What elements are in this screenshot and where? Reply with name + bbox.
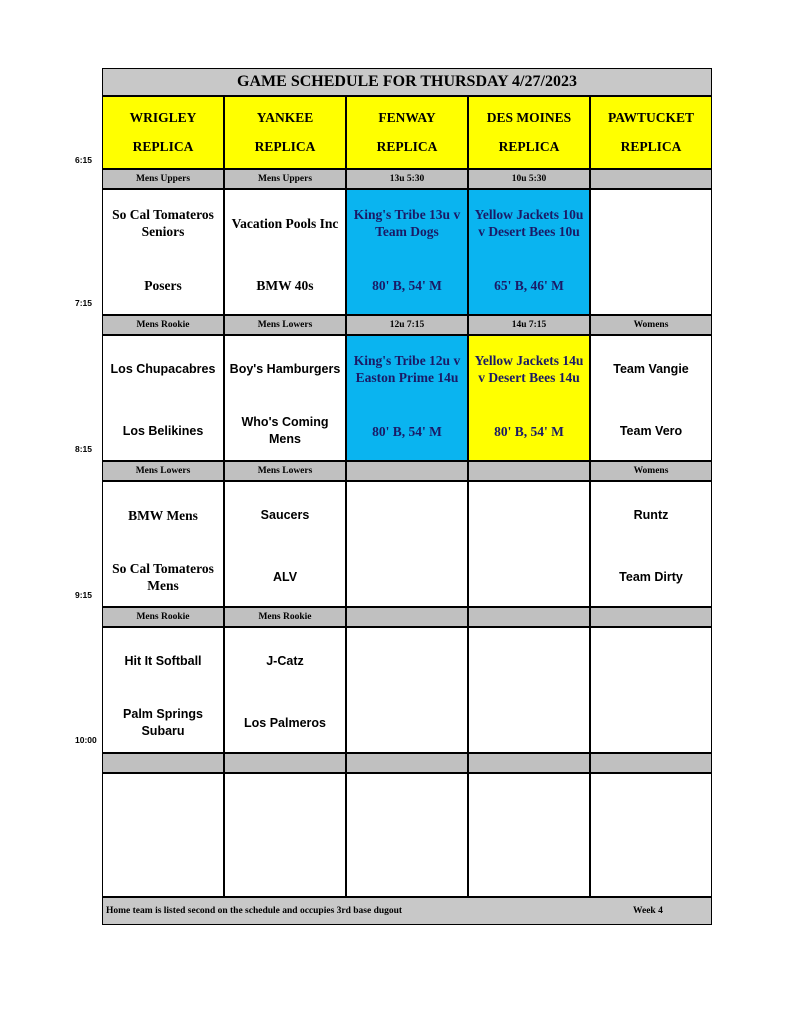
division-header: [468, 607, 590, 627]
time-label: 10:00: [75, 735, 97, 745]
venue-header: [590, 96, 712, 169]
game-cell: [346, 481, 468, 607]
matchup-bottom: ALV: [272, 569, 298, 584]
division-header: 12u 7:15: [346, 315, 468, 335]
matchup-top: King's Tribe 13u v Team Dogs: [353, 207, 461, 239]
game-cell: [224, 773, 346, 897]
schedule-title: GAME SCHEDULE FOR THURSDAY 4/27/2023: [102, 68, 712, 96]
game-cell: [346, 189, 468, 315]
matchup-bottom: Team Dirty: [619, 569, 683, 584]
matchup-bottom: [227, 839, 343, 896]
division-header: Mens Uppers: [102, 169, 224, 189]
division-header: Mens Rookie: [102, 607, 224, 627]
game-cell: [224, 481, 346, 607]
matchup-top: J-Catz: [266, 653, 304, 668]
venue-subtitle: REPLICA: [498, 139, 560, 154]
matchup-bottom: 80' B, 54' M: [372, 423, 442, 439]
matchup-top: Saucers: [260, 507, 310, 522]
venue-name: YANKEE: [256, 110, 314, 125]
game-cell: [590, 481, 712, 607]
matchup-bottom: [593, 256, 709, 314]
venue-header: [346, 96, 468, 169]
division-header: Mens Lowers: [224, 315, 346, 335]
venue-subtitle: REPLICA: [376, 139, 438, 154]
division-header: Mens Rookie: [102, 315, 224, 335]
division-header: [346, 607, 468, 627]
game-cell: [468, 189, 590, 315]
matchup-bottom: Palm Springs Subaru: [123, 707, 203, 738]
matchup-bottom: BMW 40s: [256, 277, 314, 293]
time-label: 9:15: [75, 590, 93, 600]
matchup-top: [593, 628, 709, 694]
game-cell: [590, 627, 712, 753]
division-header: [346, 753, 468, 773]
game-cell: [102, 189, 224, 315]
game-cell: [102, 481, 224, 607]
matchup-bottom: Team Vero: [619, 423, 683, 438]
game-cell: [468, 481, 590, 607]
matchup-top: [105, 774, 221, 839]
matchup-top: Yellow Jackets 14u v Desert Bees 14u: [474, 353, 584, 385]
matchup-bottom: Los Palmeros: [244, 715, 326, 730]
division-header: Mens Lowers: [102, 461, 224, 481]
game-cell: [102, 627, 224, 753]
matchup-top: Yellow Jackets 10u v Desert Bees 10u: [474, 207, 584, 239]
week-label: Week 4: [633, 906, 663, 916]
division-header: [224, 753, 346, 773]
division-header: [102, 753, 224, 773]
time-label: 6:15: [75, 155, 93, 165]
matchup-top: So Cal Tomateros Seniors: [112, 207, 214, 239]
matchup-bottom: 65' B, 46' M: [494, 277, 564, 293]
venue-name: WRIGLEY: [129, 110, 197, 125]
matchup-top: [471, 628, 587, 694]
matchup-bottom: So Cal Tomateros Mens: [112, 561, 214, 593]
matchup-top: BMW Mens: [128, 507, 198, 523]
venue-subtitle: REPLICA: [132, 139, 194, 154]
matchup-top: Runtz: [633, 507, 669, 522]
division-header: [590, 607, 712, 627]
matchup-bottom: [593, 839, 709, 896]
game-cell: [468, 335, 590, 461]
footer-note: Home team is listed second on the schedule and occupies 3rd base dugout: [106, 906, 403, 916]
division-header: Mens Lowers: [224, 461, 346, 481]
matchup-top: Boy's Hamburgers: [229, 361, 341, 376]
division-header: 10u 5:30: [468, 169, 590, 189]
matchup-top: [593, 190, 709, 256]
game-cell: [590, 335, 712, 461]
matchup-top: Los Chupacabres: [110, 361, 216, 376]
matchup-top: [471, 482, 587, 548]
matchup-top: [227, 774, 343, 839]
venue-name: DES MOINES: [486, 110, 572, 125]
venue-name: PAWTUCKET: [607, 110, 694, 125]
matchup-bottom: [471, 694, 587, 752]
matchup-top: Team Vangie: [613, 361, 689, 376]
division-header: 14u 7:15: [468, 315, 590, 335]
game-cell: [102, 335, 224, 461]
division-header: Womens: [590, 315, 712, 335]
division-header: [346, 461, 468, 481]
matchup-top: [349, 482, 465, 548]
division-header: Mens Uppers: [224, 169, 346, 189]
matchup-bottom: Posers: [144, 277, 182, 293]
game-cell: [590, 773, 712, 897]
division-header: [468, 753, 590, 773]
game-cell: [468, 627, 590, 753]
matchup-top: [593, 774, 709, 839]
game-cell: [102, 773, 224, 897]
time-label: 7:15: [75, 298, 93, 308]
division-header: [590, 753, 712, 773]
matchup-top: [349, 628, 465, 694]
matchup-bottom: [105, 839, 221, 896]
division-header: Mens Rookie: [224, 607, 346, 627]
division-header: [590, 169, 712, 189]
matchup-bottom: Who's Coming Mens: [241, 415, 329, 446]
game-cell: [468, 773, 590, 897]
matchup-bottom: [593, 694, 709, 752]
venue-header: [224, 96, 346, 169]
time-label: 8:15: [75, 444, 93, 454]
matchup-bottom: [349, 839, 465, 896]
game-cell: [590, 189, 712, 315]
game-cell: [346, 335, 468, 461]
division-header: [468, 461, 590, 481]
schedule-table: [102, 68, 712, 925]
venue-subtitle: REPLICA: [620, 139, 682, 154]
matchup-bottom: [349, 694, 465, 752]
matchup-bottom: [471, 839, 587, 896]
matchup-bottom: [349, 548, 465, 606]
matchup-bottom: 80' B, 54' M: [494, 423, 564, 439]
matchup-top: King's Tribe 12u v Easton Prime 14u: [353, 353, 461, 385]
matchup-bottom: [471, 548, 587, 606]
venue-name: FENWAY: [378, 110, 436, 125]
game-cell: [224, 627, 346, 753]
game-cell: [346, 773, 468, 897]
matchup-bottom: Los Belikines: [122, 423, 204, 438]
matchup-top: [471, 774, 587, 839]
venue-subtitle: REPLICA: [254, 139, 316, 154]
game-cell: [346, 627, 468, 753]
division-header: Womens: [590, 461, 712, 481]
matchup-top: Hit It Softball: [124, 653, 202, 668]
schedule-footer: [102, 897, 712, 925]
venue-header: [102, 96, 224, 169]
matchup-top: [349, 774, 465, 839]
game-cell: [224, 189, 346, 315]
game-cell: [224, 335, 346, 461]
division-header: 13u 5:30: [346, 169, 468, 189]
matchup-top: Vacation Pools Inc: [231, 215, 339, 231]
matchup-bottom: 80' B, 54' M: [372, 277, 442, 293]
venue-header: [468, 96, 590, 169]
